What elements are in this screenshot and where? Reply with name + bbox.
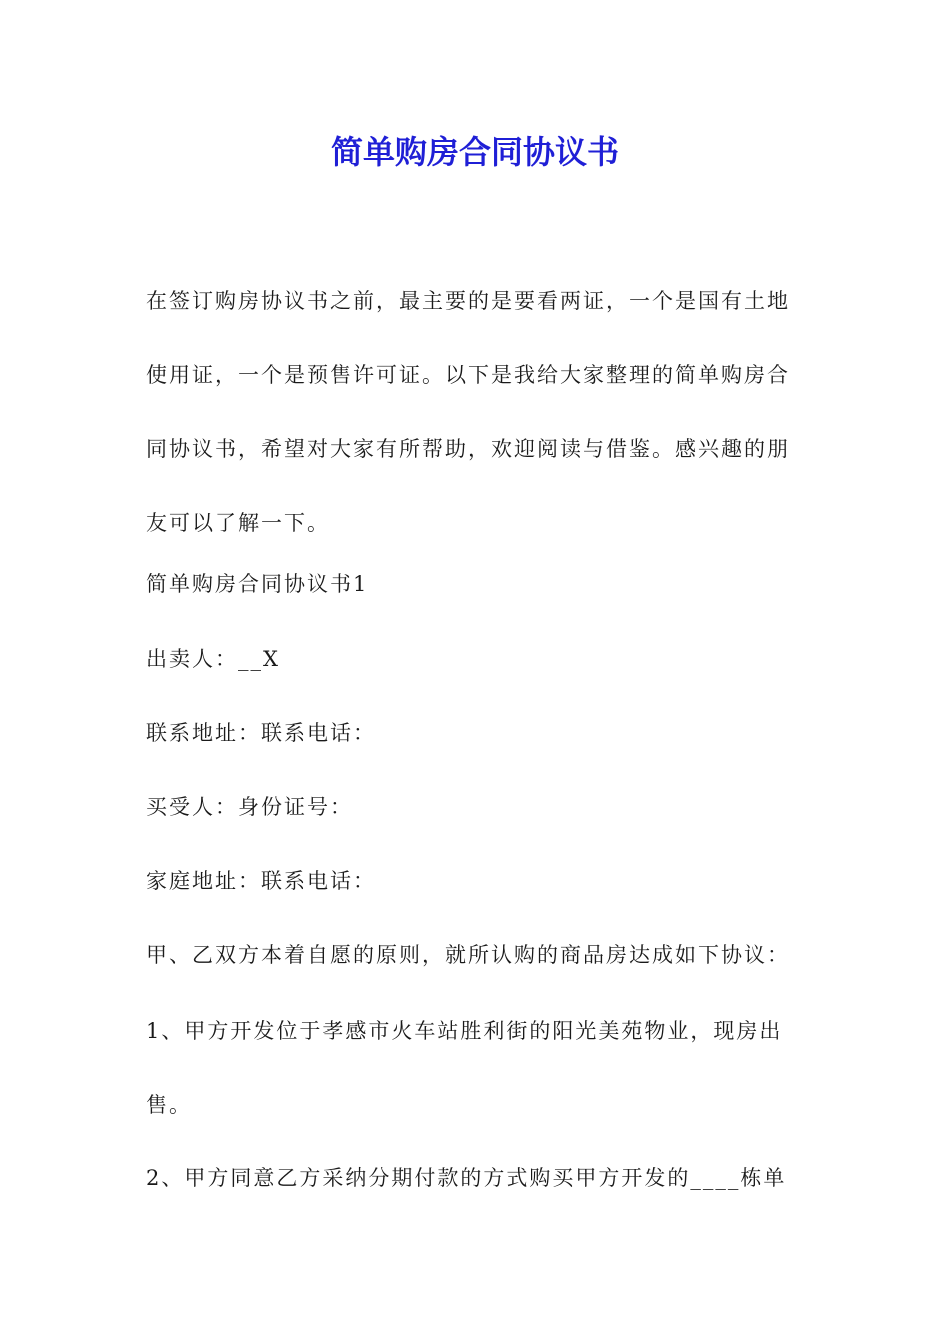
clause-2-paragraph: 2、甲方同意乙方采纳分期付款的方式购买甲方开发的____栋单: [146, 1166, 787, 1190]
buyer-contact-line: 家庭地址：联系电话：: [146, 869, 376, 893]
buyer-line: 买受人：身份证号：: [146, 795, 353, 819]
document-title: 简单购房合同协议书: [330, 133, 619, 171]
seller-line: 出卖人：__X: [146, 647, 280, 671]
section-heading: 简单购房合同协议书1: [146, 572, 369, 596]
seller-contact-line: 联系地址：联系电话：: [146, 721, 376, 745]
clause-1-paragraph: 1、甲方开发位于孝感市火车站胜利街的阳光美苑物业，现房出售。: [146, 1019, 783, 1117]
agreement-intro-line: 甲、乙双方本着自愿的原则，就所认购的商品房达成如下协议：: [146, 943, 790, 967]
intro-paragraph: 在签订购房协议书之前，最主要的是要看两证，一个是国有土地使用证，一个是预售许可证。以下是我给大家整理的简单购房合同协议书，希望对大家有所帮助，欢迎阅读与借鉴。感兴趣的朋友可以了解一下。: [146, 289, 790, 535]
